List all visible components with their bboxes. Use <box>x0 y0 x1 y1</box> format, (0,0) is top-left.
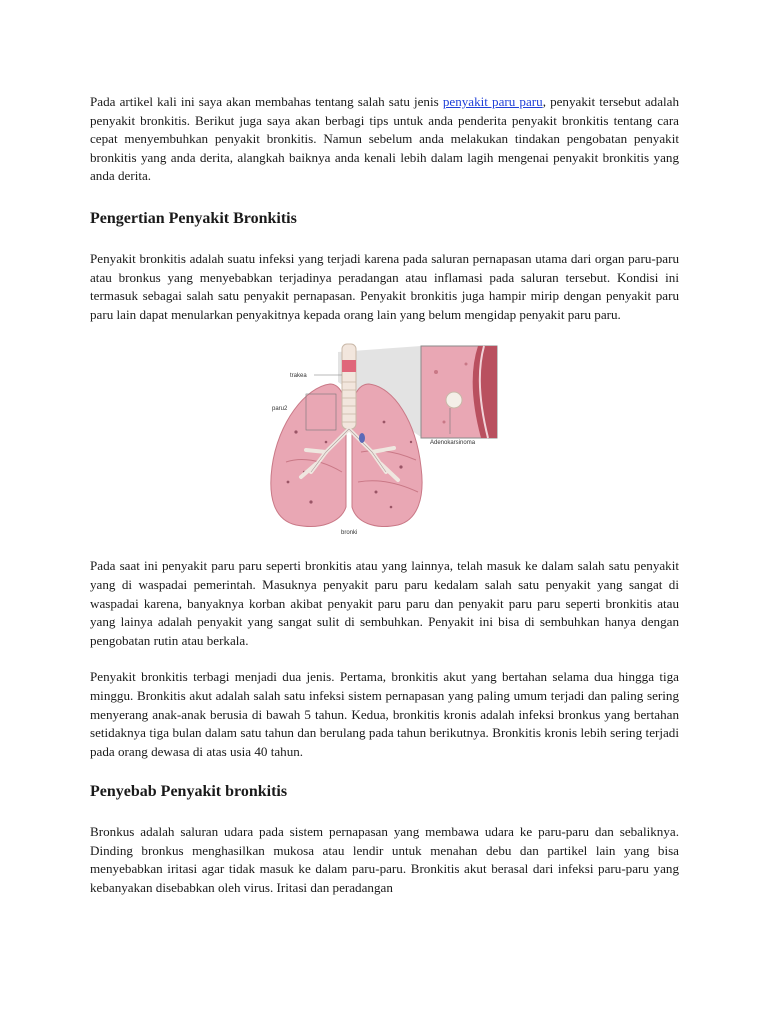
label-adenokarsinoma: Adenokarsinoma <box>430 440 476 447</box>
inset-dot-1 <box>434 370 438 374</box>
paragraph-waspada: Pada saat ini penyakit paru paru seperti bronkitis atau yang lainnya, telah masuk ke dalam salah satu penyakit yang di waspadai pemerintah. Masuknya penyakit paru paru kedalam salah satu penyakit yang sangat di waspadai karena, banyaknya korban akibat penyakit paru paru dan penyakit paru paru seperti bronkitis atau yang lainya adalah penyakit yang sangat sulit di sembuhkan. Penyakit ini bisa di sembuhkan hanya dengan pengobatan rutin atau berkala. <box>90 558 679 648</box>
larynx <box>342 360 356 372</box>
intro-text-end: , penyakit tersebut adalah penyakit bronkitis. Berikut juga saya akan berbagi tips untuk anda penderita penyakit bronkitis tentang cara cepat menyembuhkan penyakit bronkitis. Namun sebelum anda melakukan tindakan pengobatan penyakit bronkitis yang anda derita, alangkah baiknya anda kenali lebih dalam lagih mengenai penyakit bronkitis yang anda derita. <box>90 94 679 184</box>
blue-mark <box>359 433 365 443</box>
intro-text-start: Pada artikel kali ini saya akan membahas tentang salah satu jenis <box>90 94 443 109</box>
lung-illustration <box>266 342 499 535</box>
intro-paragraph <box>90 93 679 186</box>
paragraph-jenis: Penyakit bronkitis terbagi menjadi dua jenis. Pertama, bronkitis akut yang bertahan selama dua hingga tiga minggu. Bronkitis akut adalah salah satu infeksi sistem pernapasan yang paling umum terjadi dan paling sering menyerang anak-anak berusia di bawah 5 tahun. Kedua, bronkitis kronis adalah infeksi bronkus yang bertahan setidaknya tiga bulan dalam satu tahun dan berulang pada tahun berikutnya. Bronkitis kronis lebih sering terjadi pada orang dewasa di atas usia 40 tahun. <box>90 669 679 759</box>
lung-diagram-svg <box>266 342 499 535</box>
label-trakea: trakea <box>290 373 307 380</box>
label-paru: paru2 <box>272 406 288 413</box>
section-heading-penyebab: Penyebab Penyakit bronkitis <box>90 783 288 801</box>
pengertian-paragraph: Penyakit bronkitis adalah suatu infeksi yang terjadi karena pada saluran pernapasan utama dari organ paru-paru atau bronkus yang menyebabkan terjadinya peradangan atau inflamasi pada saluran tersebut. Kondisi ini termasuk sebagai salah satu penyakit pernapasan. Penyakit bronkitis juga hampir mirip dengan penyakit paru paru lain dapat menularkan penyakitnya kepada orang lain yang belum mengidap penyakit paru paru. <box>90 250 679 322</box>
inset-dot-3 <box>465 363 468 366</box>
label-bronki: bronki <box>341 530 358 536</box>
document-page <box>90 93 679 898</box>
penyakit-paru-paru-link[interactable]: penyakit paru paru <box>442 94 543 109</box>
trachea <box>342 344 356 429</box>
section-heading-pengertian: Pengertian Penyakit Bronkitis <box>90 209 297 227</box>
penyebab-paragraph: Bronkus adalah saluran udara pada sistem pernapasan yang membawa udara ke paru-paru dan sebaliknya. Dinding bronkus menghasilkan mukosa atau lendir untuk menahan debu dan partikel lain yang bisa menyebabkan iritasi agar tidak masuk ke dalam paru-paru. Bronkitis akut berasal dari infeksi paru-paru yang kebanyakan disebabkan oleh virus. Iritasi dan peradangan <box>90 824 679 896</box>
inset-dot-2 <box>443 421 446 424</box>
tumor-spot <box>446 392 462 408</box>
